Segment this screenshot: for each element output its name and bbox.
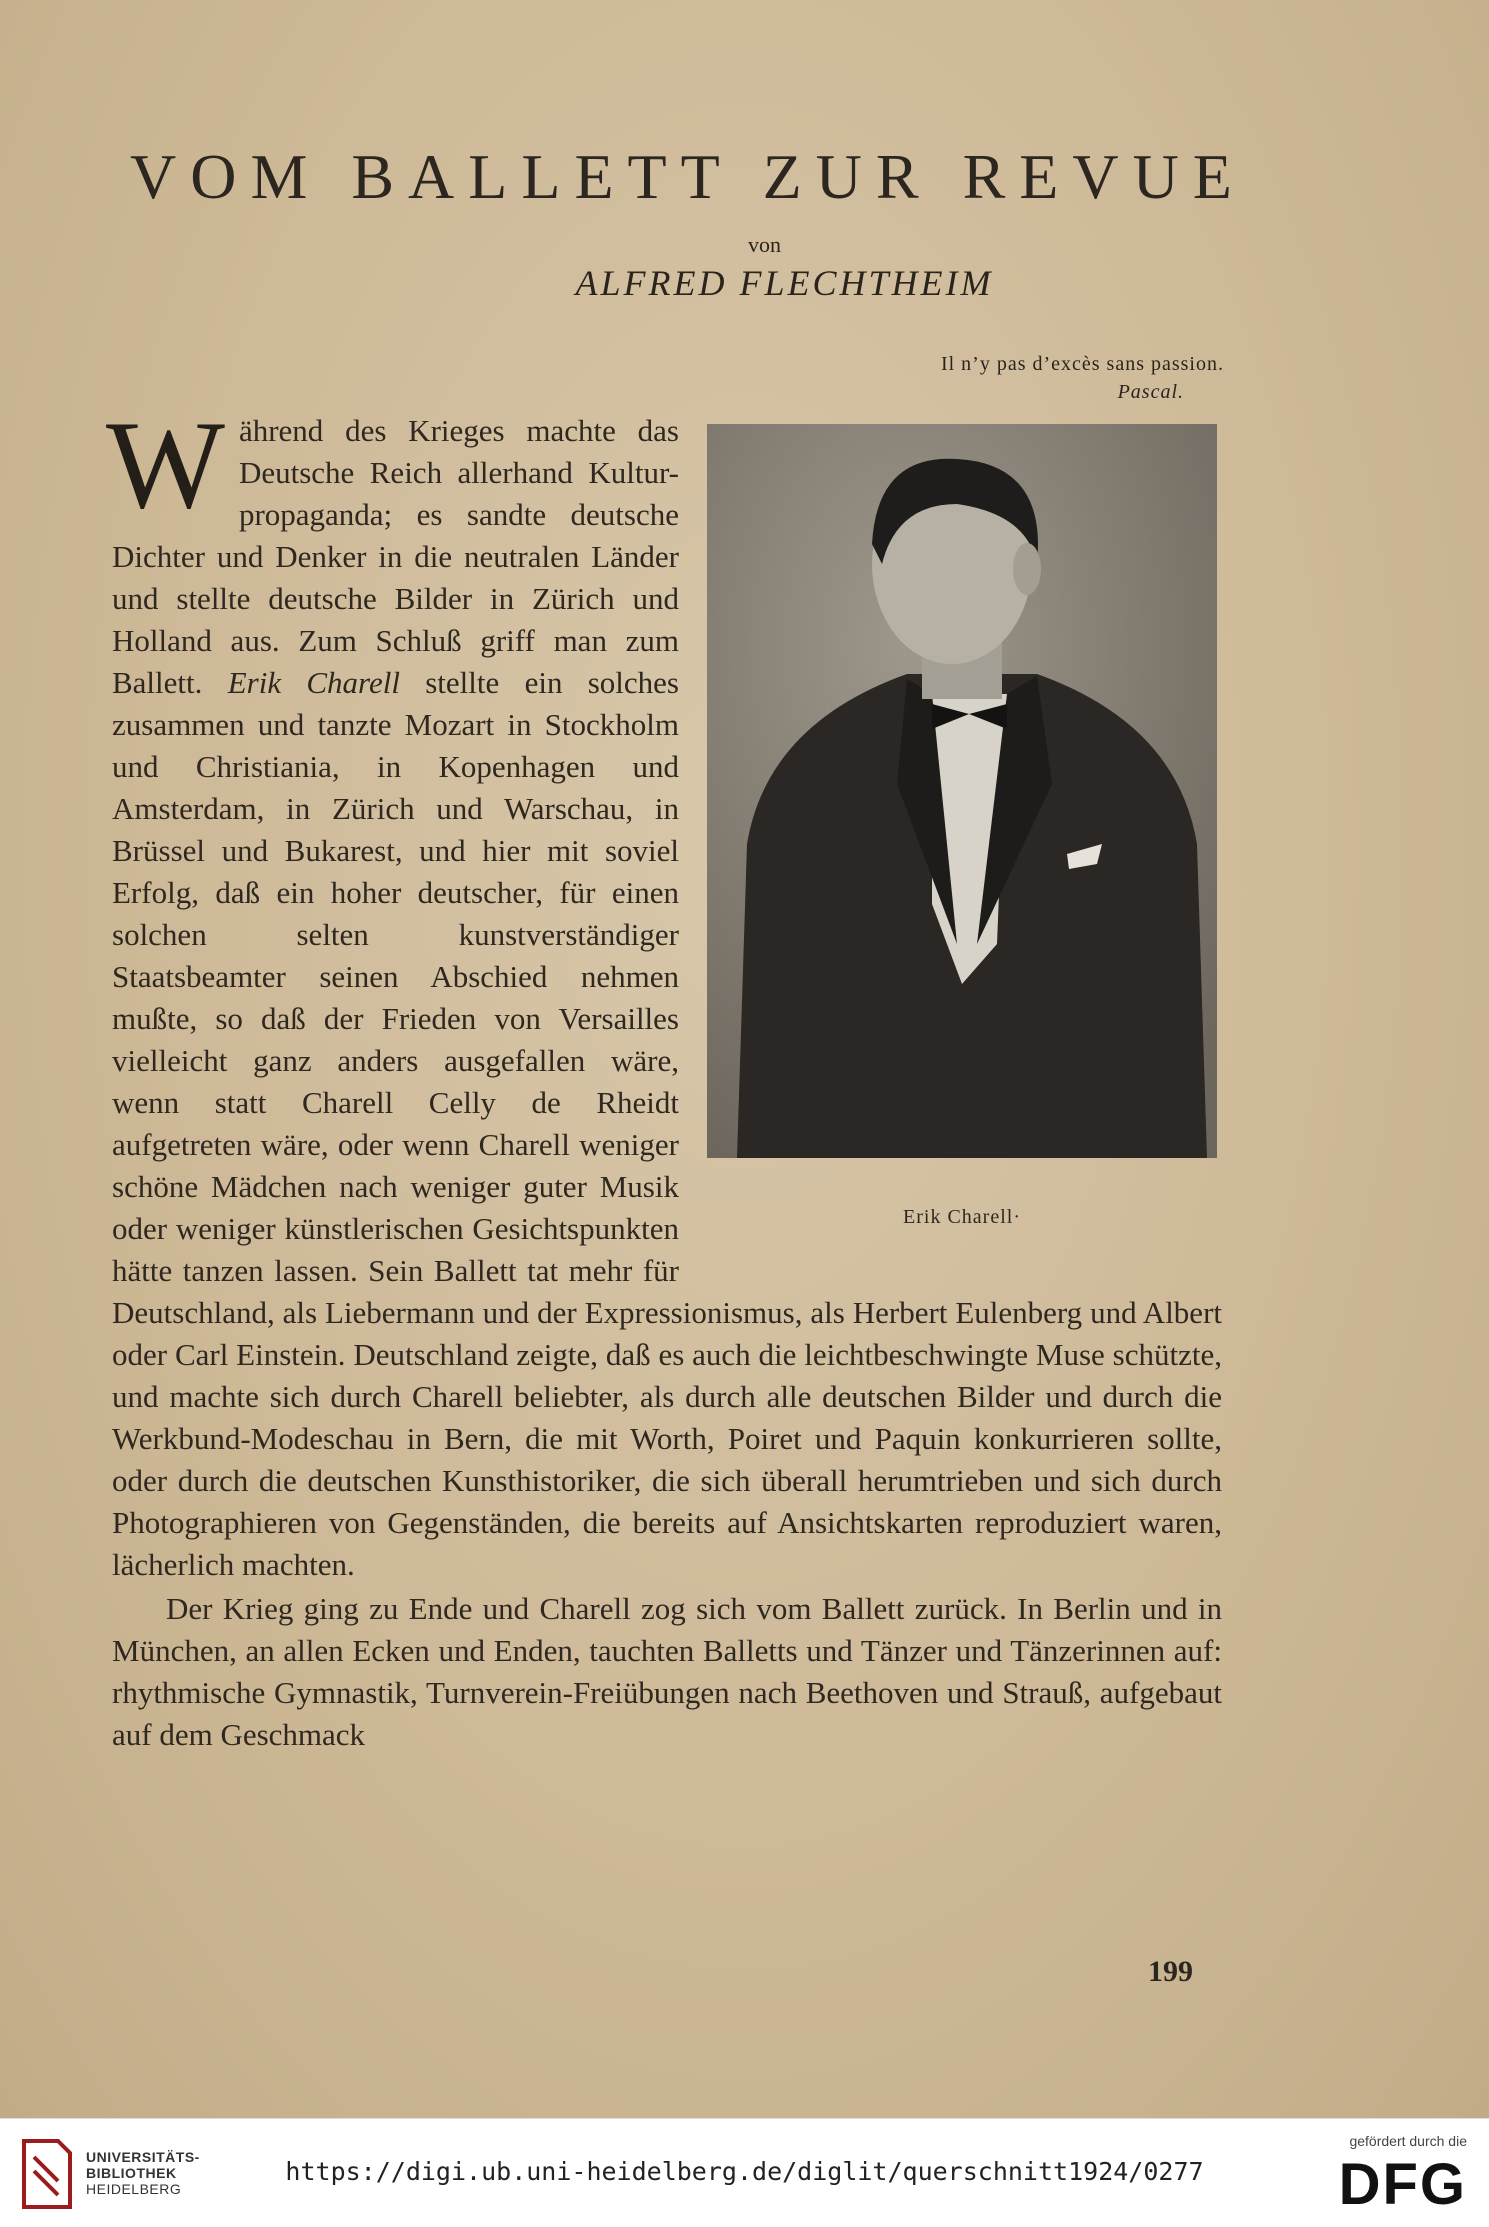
institution-line-1: UNIVERSITÄTS- <box>86 2149 200 2165</box>
article-author: ALFRED FLECHTHEIM <box>575 263 994 303</box>
epigraph-attribution: Pascal. <box>1117 381 1184 403</box>
epigraph-quote: Il n’y pas d’excès sans passion. <box>940 353 1224 375</box>
paragraph-2: Der Krieg ging zu Ende und Charell zog sich vom Ballett zurück. In Berlin und in München, an allen Ecken und Enden, tauchten Balletts und Tänzer und Tänzerinnen auf: rhythmische Gymnastik, Turnverein-Freiübungen nach Beethoven und Strauß, aufgebaut auf dem Geschmack <box>112 1591 1222 1752</box>
paragraph-1-lead: ährend des Krieges machte das Deutsche Reich allerhand Kultur-propaganda; es sandte deutsche Dichter und Denker in die neutralen Länder und stellte deutsche Bilder in Zürich und Holland aus. Zum Schluß griff man zum Ballett. <box>112 413 679 700</box>
funding-note: gefördert durch die <box>1349 2133 1467 2149</box>
epigraph <box>941 350 1224 406</box>
portrait-figure <box>707 424 1222 1284</box>
portrait-photo <box>707 424 1217 1158</box>
name-erik-charell: Erik Charell <box>227 665 400 700</box>
paragraph-1-rest: stellte ein solches zusammen und tanzte Mozart in Stockholm und Christiania, in Kopenhagen und Amsterdam, in Zürich und Warschau, in Brüssel und Bukarest, und hier mit soviel Erfolg, daß ein hoher deutscher, für einen solchen selten kunstverständiger Staatsbeamter seinen Abschied nehmen mußte, so daß der Frieden von Versailles vielleicht ganz anders ausgefallen wäre, wenn statt Charell Celly de Rheidt aufgetreten wäre, oder wenn Charell weniger schöne Mädchen nach weniger guter Musik oder weniger künstlerischen Gesichtspunkten hätte tanzen lassen. Sein Ballett tat mehr für Deutschland, als Liebermann und der Expressionismus, als Herbert Eulenberg und Albert oder Carl Einstein. Deutschland zeigte, daß es auch die leichtbeschwingte Muse schützte, und machte sich durch Charell beliebter, als durch alle deutschen Bilder und durch die Werkbund-Modeschau in Bern, die mit Worth, Poiret und Paquin konkurrieren sollte, oder durch die deutschen Kunsthistoriker, die sich überall herumtrieben und sich durch Photographieren von Gegenständen, die bereits auf Ansichtskarten reproduziert waren, lächerlich machten. <box>112 665 1222 1582</box>
article-body <box>106 396 1222 1756</box>
photo-caption: Erik Charell· <box>903 1206 1021 1228</box>
viewer-footer <box>0 2118 1489 2227</box>
drop-cap: W <box>106 396 225 535</box>
institution-line-3: HEIDELBERG <box>86 2181 182 2197</box>
page-number: 199 <box>1148 1955 1193 1988</box>
institution-line-2: BIBLIOTHEK <box>86 2165 177 2181</box>
article-title: VOM BALLETT ZUR REVUE <box>130 141 1246 212</box>
byline-von: von <box>748 232 781 257</box>
portrait-image <box>707 424 1217 1158</box>
dfg-logo: DFG <box>1338 2152 1467 2217</box>
permalink-url[interactable]: https://digi.ub.uni-heidelberg.de/diglit/querschnitt1924/0277 <box>285 2157 1204 2186</box>
